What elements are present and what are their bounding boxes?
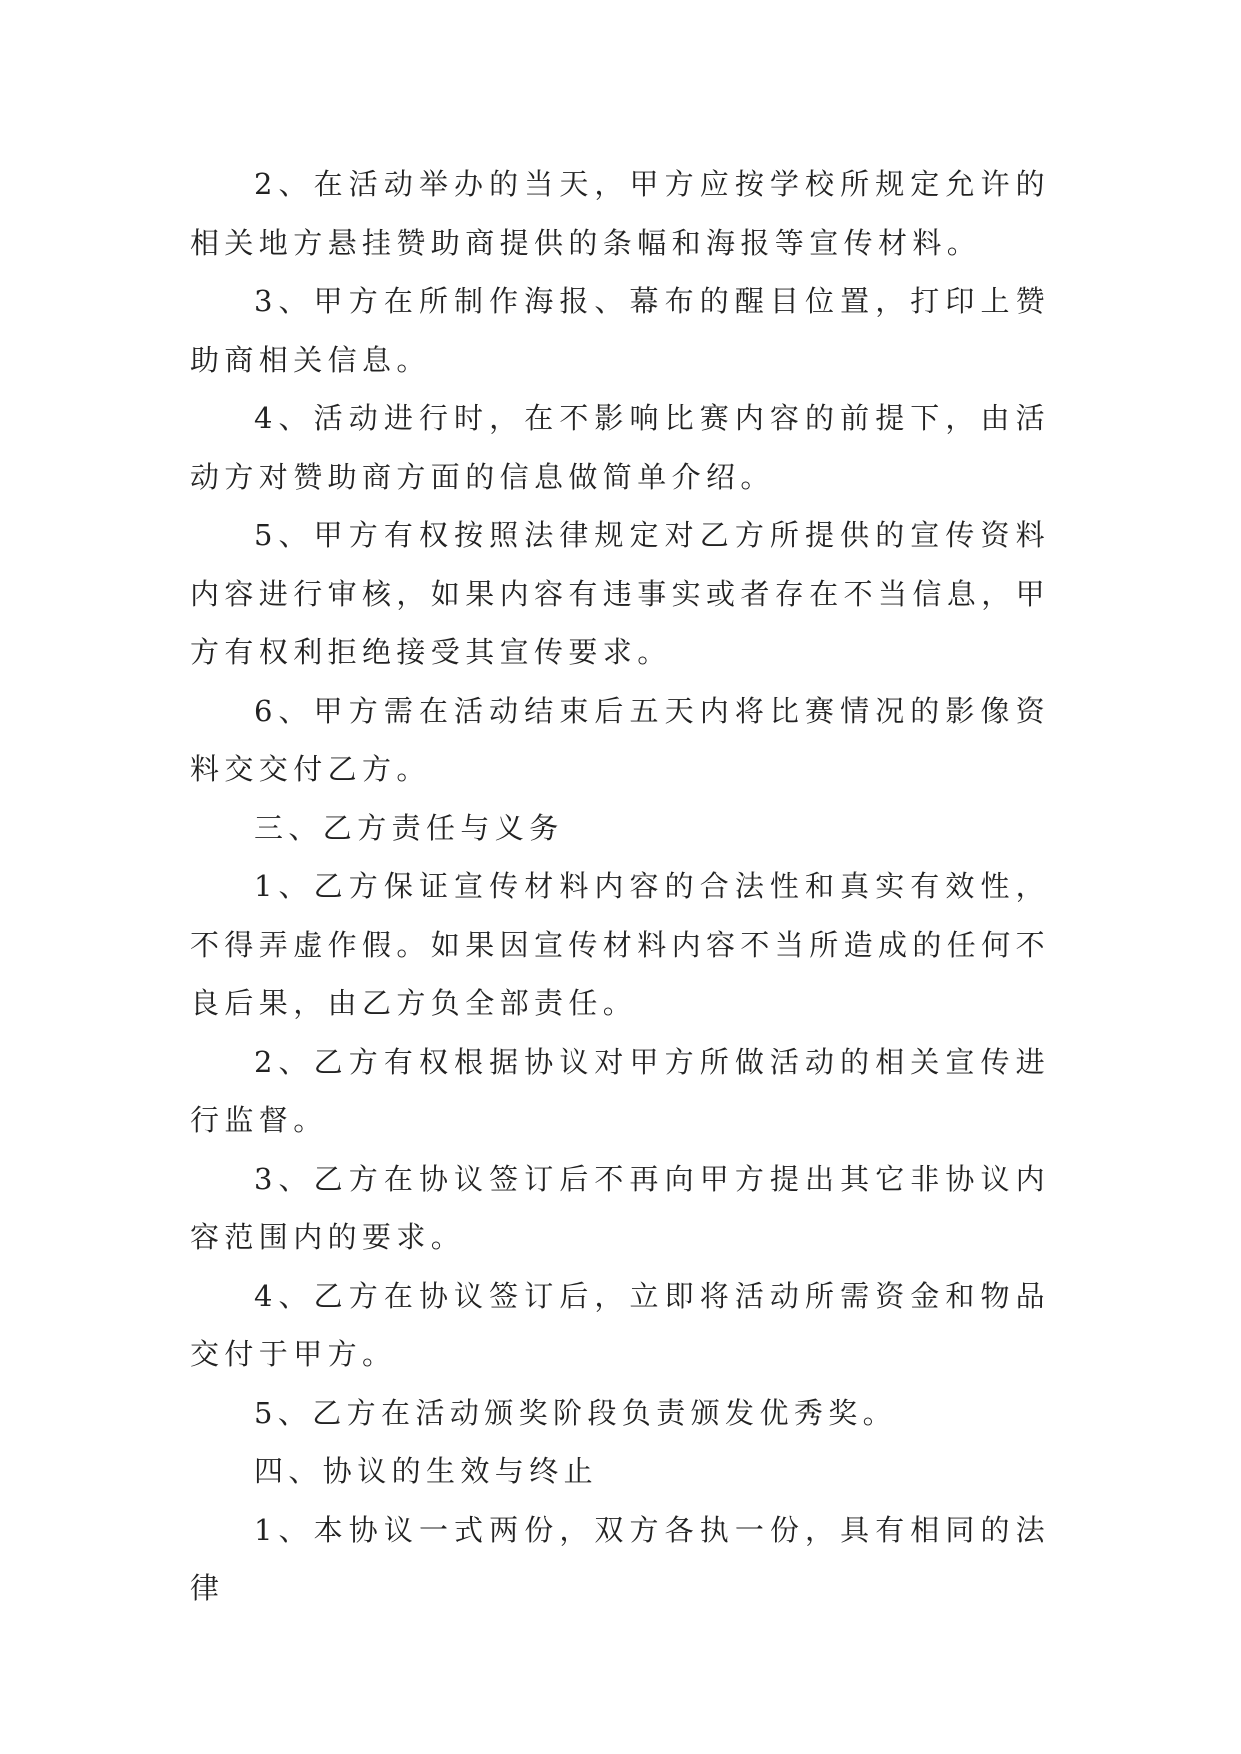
clause-paragraph: 4、活动进行时，在不影响比赛内容的前提下，由活动方对赞助商方面的信息做简单介绍。 <box>190 401 1050 494</box>
clause-paragraph: 3、乙方在协议签订后不再向甲方提出其它非协议内容范围内的要求。 <box>190 1161 1050 1254</box>
clause-paragraph: 1、本协议一式两份，双方各执一份，具有相同的法律 <box>190 1512 1050 1605</box>
section-heading: 四、协议的生效与终止 <box>254 1454 599 1488</box>
section-heading: 三、乙方责任与义务 <box>254 810 564 845</box>
clause-paragraph: 1、乙方保证宣传材料内容的合法性和真实有效性，不得弄虚作假。如果因宣传材料内容不当所造成的任何不良后果，由乙方负全部责任。 <box>190 869 1051 1020</box>
clause-paragraph: 6、甲方需在活动结束后五天内将比赛情况的影像资料交交付乙方。 <box>190 693 1050 786</box>
clause-paragraph: 2、乙方有权根据协议对甲方所做活动的相关宣传进行监督。 <box>190 1044 1050 1137</box>
clause-paragraph: 2、在活动举办的当天，甲方应按学校所规定允许的相关地方悬挂赞助商提供的条幅和海报等宣传材料。 <box>190 167 1050 260</box>
document-body <box>190 155 1050 1618</box>
clause-paragraph: 5、乙方在活动颁奖阶段负责颁发优秀奖。 <box>254 1395 898 1430</box>
clause-paragraph: 5、甲方有权按照法律规定对乙方所提供的宣传资料内容进行审核，如果内容有违事实或者存在不当信息，甲方有权利拒绝接受其宣传要求。 <box>190 518 1051 669</box>
clause-paragraph: 3、甲方在所制作海报、幕布的醒目位置，打印上赞助商相关信息。 <box>190 284 1050 377</box>
clause-paragraph: 4、乙方在协议签订后，立即将活动所需资金和物品交付于甲方。 <box>190 1278 1050 1371</box>
